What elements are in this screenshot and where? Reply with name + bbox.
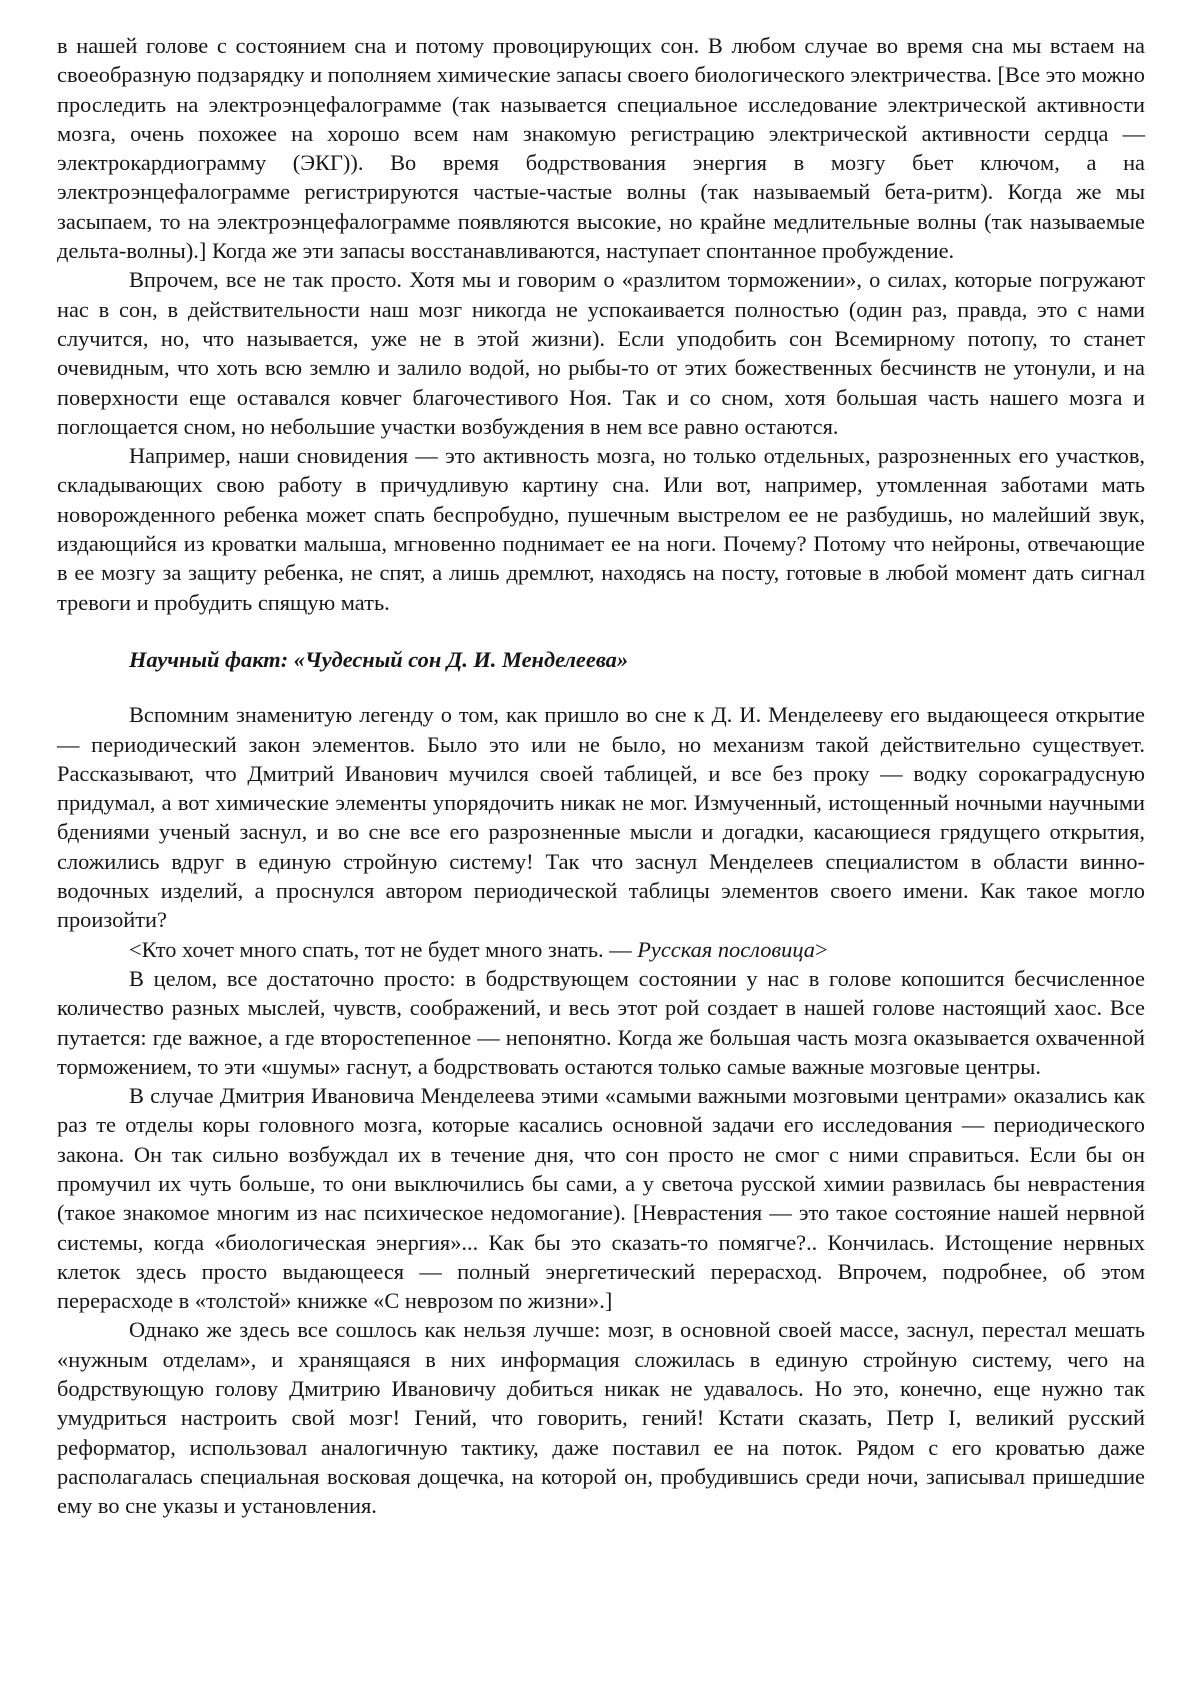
proverb-text: <Кто хочет много спать, тот не будет много знать. — [129, 936, 638, 962]
paragraph-3: Например, наши сновидения — это активность мозга, но только отдельных, разрозненных его участков, складывающих свою работу в причудливую картину сна. Или вот, например, утомленная заботами мать новорожденного ребенка может спать беспробудно, пушечным выстрелом ее не разбудишь, но малейший звук, издающийся из кроватки малыша, мгновенно поднимает ее на ноги. Почему? Потому что нейроны, отвечающие в ее мозгу за защиту ребенка, не спят, а лишь дремлют, находясь на посту, готовые в любой момент дать сигнал тревоги и пробудить спящую мать. [57, 443, 1145, 615]
paragraph-7: Однако же здесь все сошлось как нельзя лучше: мозг, в основной своей массе, заснул, перестал мешать «нужным отделам», и хранящаяся в них информация сложилась в единую стройную систему, чего на бодрствующую голову Дмитрию Ивановичу добиться никак не удавалось. Но это, конечно, еще нужно так умудриться настроить свой мозг! Гений, что говорить, гений! Кстати сказать, Петр I, великий русский реформатор, использовал аналогичную тактику, даже поставил ее на поток. Рядом с его кроватью даже располагалась специальная восковая дощечка, на которой он, пробудившись среди ночи, записывал пришедшие ему во сне указы и установления. [57, 1317, 1145, 1519]
section-heading: Научный факт: «Чудесный сон Д. И. Менделеева» [129, 646, 629, 672]
proverb-quote [57, 935, 1145, 964]
paragraph-2: Впрочем, все не так просто. Хотя мы и говорим о «разлитом торможении», о силах, которые погружают нас в сон, в действительности наш мозг никогда не успокаивается полностью (один раз, правда, это с нами случится, но, что называется, уже не в этой жизни). Если уподобить сон Всемирному потопу, то станет очевидным, что хоть всю землю и залило водой, но рыбы-то от этих божественных бесчинств не утонули, и на поверхности еще оставался ковчег благочестивого Ноя. Так и со сном, хотя большая часть нашего мозга и поглощается сном, но небольшие участки возбуждения в нем все равно остаются. [57, 267, 1145, 439]
paragraph-1: в нашей голове с состоянием сна и потому провоцирующих сон. В любом случае во время сна мы встаем на своеобразную подзарядку и пополняем химические запасы своего биологического электричества. [Все это можно проследить на электроэнцефалограмме (так называется специальное исследование электрической активности мозга, очень похожее на хорошо всем нам знакомую регистрацию электрической активности сердца — электрокардиограмму (ЭКГ)). Во время бодрствования энергия в мозгу бьет ключом, а на электроэнцефалограмме регистрируются частые-частые волны (так называемый бета-ритм). Когда же мы засыпаем, то на электроэнцефалограмме появляются высокие, но крайне медлительные волны (так называемые дельта-волны).] Когда же эти запасы восстанавливаются, наступает спонтанное пробуждение. [57, 33, 1145, 264]
proverb-source: Русская пословица [637, 936, 815, 962]
paragraph-5: В целом, все достаточно просто: в бодрствующем состоянии у нас в голове копошится бесчисленное количество разных мыслей, чувств, соображений, и весь этот рой создает в нашей голове настоящий хаос. Все путается: где важное, а где второстепенное — непонятно. Когда же большая часть мозга оказывается охваченной торможением, то эти «шумы» гаснут, а бодрствовать остаются только самые важные мозговые центры. [57, 965, 1145, 1079]
paragraph-6: В случае Дмитрия Ивановича Менделеева этими «самыми важными мозговыми центрами» оказались как раз те отделы коры головного мозга, которые касались основной задачи его исследования — периодического закона. Он так сильно возбуждал их в течение дня, что сон просто не смог с ними справиться. Если бы он промучил их чуть больше, то они выключились бы сами, а у светоча русской химии развилась бы неврастения (такое знакомое многим из нас психическое недомогание). [Неврастения — это такое состояние нашей нервной системы, когда «биологическая энергия»... Как бы это сказать-то помягче?.. Кончилась. Истощение нервных клеток здесь просто выдающееся — полный энергетический перерасход. Впрочем, подробнее, об этом перерасходе в «толстой» книжке «С неврозом по жизни».] [57, 1083, 1145, 1314]
paragraph-4: Вспомним знаменитую легенду о том, как пришло во сне к Д. И. Менделееву его выдающееся открытие — периодический закон элементов. Было это или не было, но механизм такой действительно существует. Рассказывают, что Дмитрий Иванович мучился своей таблицей, и все без проку — водку сорокаградусную придумал, а вот химические элементы упорядочить никак не мог. Измученный, истощенный ночными научными бдениями ученый заснул, и во сне все его разрозненные мысли и догадки, касающиеся грядущего открытия, сложились вдруг в единую стройную систему! Так что заснул Менделеев специалистом в области винно-водочных изделий, а проснулся автором периодической таблицы элементов своего имени. Как такое могло произойти? [57, 702, 1145, 933]
document-page [57, 31, 1145, 1521]
proverb-close: > [814, 936, 828, 962]
